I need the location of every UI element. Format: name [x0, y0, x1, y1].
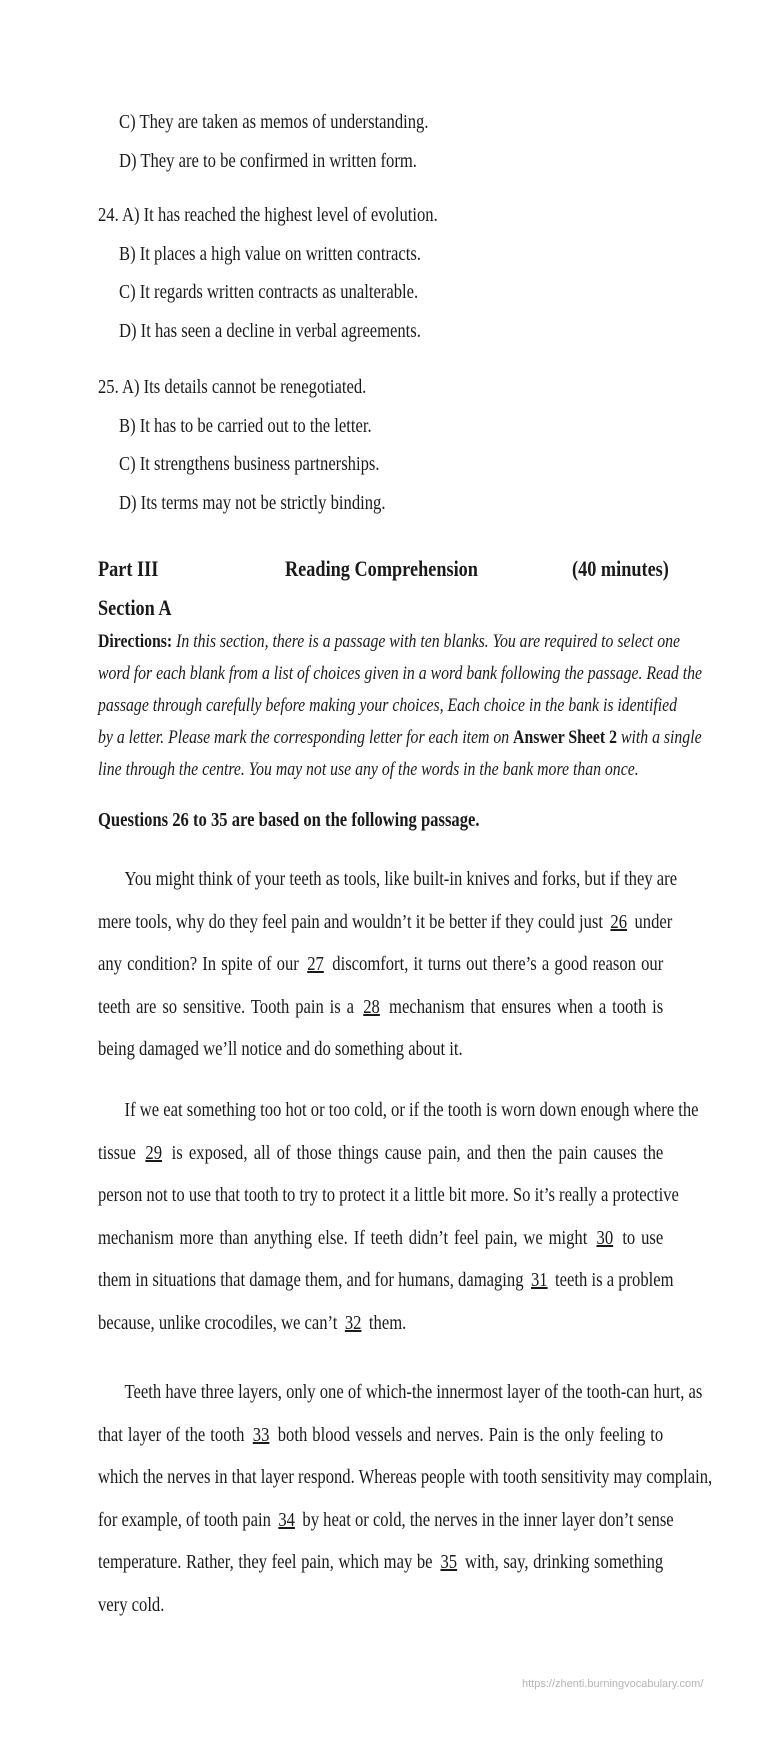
q23-option-d: D) They are to be confirmed in written form. [119, 150, 417, 172]
directions-label: Directions: [98, 631, 173, 652]
passage-line: which the nerves in that layer respond. Whereas people with tooth sensitivity may complain, [98, 1466, 713, 1488]
part-title: Reading Comprehension [285, 556, 478, 581]
passage-line: them in situations that damage them, and for humans, damaging 31 teeth is a problem [98, 1269, 674, 1291]
q25-option-a: 25. A) Its details cannot be renegotiated. [98, 376, 367, 398]
blank-30[interactable]: 30 [596, 1226, 614, 1249]
passage-line: because, unlike crocodiles, we can’t 32 them. [98, 1311, 407, 1334]
section-title: Section A [98, 595, 172, 620]
blank-28[interactable]: 28 [363, 995, 380, 1018]
q24-option-b: B) It places a high value on written contracts. [119, 243, 421, 265]
q24-option-d: D) It has seen a decline in verbal agreements. [119, 320, 421, 342]
passage-line: person not to use that tooth to try to protect it a little bit more. So it’s really a protective [98, 1184, 679, 1206]
directions-text-4a: by a letter. Please mark the corresponding letter for each item on [98, 727, 514, 748]
blank-26[interactable]: 26 [610, 910, 628, 933]
q23-option-c: C) They are taken as memos of understanding. [119, 111, 429, 133]
directions-line-5: line through the centre. You may not use any of the words in the bank more than once. [98, 759, 639, 780]
directions-text-4c: with a single [617, 727, 702, 748]
directions-line-1 [98, 630, 680, 654]
passage-paragraph-1 [98, 858, 678, 1071]
passage-line: very cold. [98, 1593, 165, 1616]
passage-line: Teeth have three layers, only one of which-the innermost layer of the tooth-can hurt, as [124, 1381, 703, 1403]
directions-line-2: word for each blank from a list of choices given in a word bank following the passage. Read the [98, 663, 703, 684]
passage-line: that layer of the tooth 33 both blood vessels and nerves. Pain is the only feeling to [98, 1423, 664, 1446]
part-label: Part III [98, 556, 159, 581]
passage-line: being damaged we’ll notice and do something about it. [98, 1038, 463, 1060]
passage-line: any condition? In spite of our 27 discomfort, it turns out there’s a good reason our [98, 953, 664, 975]
passage-line: tissue 29 is exposed, all of those things cause pain, and then the pain causes the [98, 1141, 664, 1164]
passage-line: for example, of tooth pain 34 by heat or cold, the nerves in the inner layer don’t sense [98, 1508, 674, 1531]
directions-line-3: passage through carefully before making your choices, Each choice in the bank is identified [98, 695, 677, 716]
passage-line: teeth are so sensitive. Tooth pain is a 28 mechanism that ensures when a tooth is [98, 995, 664, 1018]
blank-32[interactable]: 32 [344, 1311, 362, 1334]
directions-text-1: In this section, there is a passage with ten blanks. You are required to select one [176, 631, 680, 652]
passage-line: You might think of your teeth as tools, like built-in knives and forks, but if they are [124, 868, 678, 890]
part-time: (40 minutes) [572, 556, 669, 581]
passage-line: mechanism more than anything else. If teeth didn’t feel pain, we might 30 to use [98, 1226, 664, 1249]
blank-31[interactable]: 31 [530, 1269, 548, 1291]
q24-option-c: C) It regards written contracts as unalterable. [119, 281, 419, 303]
q25-option-b: B) It has to be carried out to the letter. [119, 415, 372, 437]
passage-line: mere tools, why do they feel pain and wouldn’t it be better if they could just 26 under [98, 910, 673, 933]
q24-option-a: 24. A) It has reached the highest level of evolution. [98, 204, 438, 226]
q25-option-d: D) Its terms may not be strictly binding. [119, 492, 386, 514]
directions-line-4 [98, 726, 702, 750]
passage-line: If we eat something too hot or too cold, or if the tooth is worn down enough where the [124, 1099, 699, 1121]
passage-line: temperature. Rather, they feel pain, which may be 35 with, say, drinking something [98, 1551, 664, 1573]
blank-34[interactable]: 34 [278, 1508, 295, 1531]
q25-option-c: C) It strengthens business partnerships. [119, 453, 380, 475]
passage-paragraph-3 [98, 1371, 713, 1626]
blank-33[interactable]: 33 [252, 1423, 270, 1446]
blank-29[interactable]: 29 [145, 1141, 163, 1164]
questions-header: Questions 26 to 35 are based on the following passage. [98, 809, 480, 831]
passage-paragraph-2 [98, 1089, 699, 1344]
answer-sheet-label: Answer Sheet 2 [513, 727, 618, 748]
blank-27[interactable]: 27 [307, 953, 324, 975]
watermark-url: https://zhenti.burningvocabulary.com/ [522, 1678, 704, 1690]
blank-35[interactable]: 35 [440, 1551, 458, 1573]
